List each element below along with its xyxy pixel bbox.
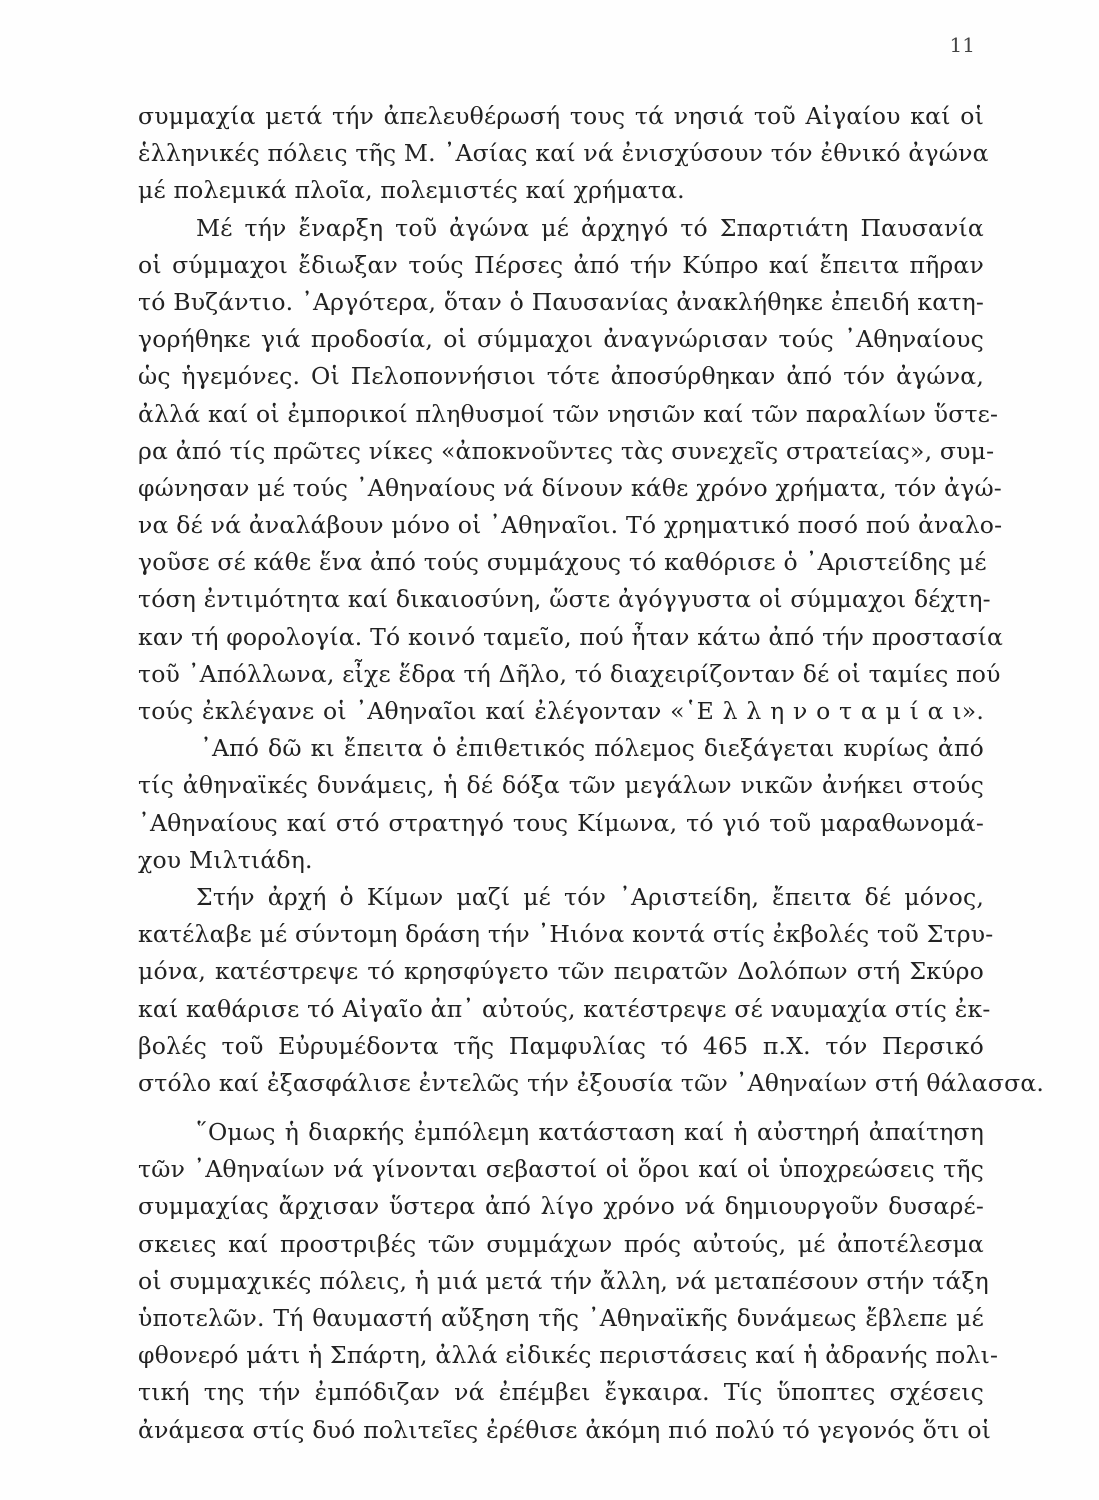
text-line: μέ πολεμικά πλοῖα, πολεμιστές καί χρήματα. bbox=[138, 176, 685, 205]
text-line: χου Μιλτιάδη. bbox=[138, 845, 313, 874]
text-line: σκειες καί προστριβές τῶν συμμάχων πρός αὐτούς, μέ ἀποτέλεσμα bbox=[138, 1229, 984, 1258]
text-line: μόνα, κατέστρεψε τό κρησφύγετο τῶν πειρατῶν Δολόπων στή Σκύρο bbox=[138, 957, 984, 986]
text-line: ἀνάμεσα στίς δυό πολιτεῖες ἐρέθισε ἀκόμη πιό πολύ τό γεγονός ὅτι οἱ bbox=[138, 1415, 992, 1444]
text-line: γοῦσε σέ κάθε ἕνα ἀπό τούς συμμάχους τό καθόρισε ὁ ᾿Αριστείδης μέ bbox=[138, 548, 987, 577]
text-line: τῶν ᾿Αθηναίων νά γίνονται σεβαστοί οἱ ὅροι καί οἱ ὑποχρεώσεις τῆς bbox=[138, 1155, 984, 1184]
text-line: ρα ἀπό τίς πρῶτες νίκες «ἀποκνοῦντες τὰς συνεχεῖς στρατείας», συμ- bbox=[138, 436, 995, 465]
text-line: γορήθηκε γιά προδοσία, οἱ σύμμαχοι ἀναγνώρισαν τούς ᾿Αθηναίους bbox=[138, 325, 984, 354]
paragraph-5 bbox=[138, 1114, 999, 1449]
paragraph-2 bbox=[138, 210, 1004, 731]
text-line: ἀλλά καί οἱ ἐμπορικοί πληθυσμοί τῶν νησιῶν καί τῶν παραλίων ὕστε- bbox=[138, 399, 999, 428]
text-line: ᾿Αθηναίους καί στό στρατηγό τους Κίμωνα, τό γιό τοῦ μαραθωνομά- bbox=[138, 808, 984, 837]
body-text bbox=[138, 98, 1045, 1449]
text-line: ὡς ἡγεμόνες. Οἱ Πελοποννήσιοι τότε ἀποσύρθηκαν ἀπό τόν ἀγώνα, bbox=[138, 362, 984, 391]
text-line: συμμαχίας ἄρχισαν ὕστερα ἀπό λίγο χρόνο νά δημιουργοῦν δυσαρέ- bbox=[138, 1192, 984, 1221]
text-line: ἑλληνικές πόλεις τῆς Μ. ᾿Ασίας καί νά ἐνισχύσουν τόν ἐθνικό ἀγώνα bbox=[138, 139, 989, 168]
text-line: στόλο καί ἐξασφάλισε ἐντελῶς τήν ἐξουσία τῶν ᾿Αθηναίων στή θάλασσα. bbox=[138, 1068, 1045, 1097]
text-line: τόση ἐντιμότητα καί δικαιοσύνη, ὥστε ἀγόγγυστα οἱ σύμμαχοι δέχτη- bbox=[138, 585, 991, 614]
text-line: φθονερό μάτι ἡ Σπάρτη, ἀλλά εἰδικές περιστάσεις καί ἡ ἀδρανής πολι- bbox=[138, 1341, 999, 1370]
text-line: τό Βυζάντιο. ᾿Αργότερα, ὅταν ὁ Παυσανίας ἀνακλήθηκε ἐπειδή κατη- bbox=[138, 287, 984, 316]
text-line: συμμαχία μετά τήν ἀπελευθέρωσή τους τά νησιά τοῦ Αἰγαίου καί οἱ bbox=[138, 102, 984, 130]
page-number: 11 bbox=[949, 33, 975, 57]
text-line: Μέ τήν ἔναρξη τοῦ ἀγώνα μέ ἀρχηγό τό Σπαρτιάτη Παυσανία bbox=[196, 213, 984, 242]
text-line: οἱ συμμαχικές πόλεις, ἡ μιά μετά τήν ἄλλη, νά μεταπέσουν στήν τάξη bbox=[138, 1266, 989, 1295]
text-line: φώνησαν μέ τούς ᾿Αθηναίους νά δίνουν κάθε χρόνο χρήματα, τόν ἀγώ- bbox=[138, 473, 1002, 502]
text-line: οἱ σύμμαχοι ἔδιωξαν τούς Πέρσες ἀπό τήν Κύπρο καί ἔπειτα πῆραν bbox=[138, 250, 984, 279]
paragraph-3 bbox=[138, 730, 984, 879]
text-line: ὑποτελῶν. Τή θαυμαστή αὔξηση τῆς ᾿Αθηναϊκῆς δυνάμεως ἔβλεπε μέ bbox=[138, 1304, 984, 1332]
text-line: τική της τήν ἐμπόδιζαν νά ἐπέμβει ἔγκαιρα. Τίς ὕποπτες σχέσεις bbox=[138, 1378, 984, 1407]
text-line: βολές τοῦ Εὐρυμέδοντα τῆς Παμφυλίας τό 465 π.Χ. τόν Περσικό bbox=[138, 1031, 984, 1060]
text-line: Στήν ἀρχή ὁ Κίμων μαζί μέ τόν ᾿Αριστείδη, ἔπειτα δέ μόνος, bbox=[196, 882, 984, 911]
text-line: ᾿Από δῶ κι ἔπειτα ὁ ἐπιθετικός πόλεμος διεξάγεται κυρίως ἀπό bbox=[200, 734, 984, 763]
text-line: τούς ἐκλέγανε οἱ ᾿Αθηναῖοι καί ἐλέγονταν «῾Ε λ λ η ν ο τ α μ ί α ι». bbox=[138, 697, 984, 725]
text-line: τοῦ ᾿Απόλλωνα, εἶχε ἕδρα τή Δῆλο, τό διαχειρίζονταν δέ οἱ ταμίες πού bbox=[138, 659, 1001, 688]
text-line: κατέλαβε μέ σύντομη δράση τήν ᾿Ηιόνα κοντά στίς ἐκβολές τοῦ Στρυ- bbox=[138, 920, 994, 949]
text-line: καν τή φορολογία. Τό κοινό ταμεῖο, πού ἦταν κάτω ἀπό τήν προστασία bbox=[138, 622, 1004, 651]
paragraph-1 bbox=[138, 98, 989, 210]
paragraph-4 bbox=[138, 879, 1045, 1102]
text-line: τίς ἀθηναϊκές δυνάμεις, ἡ δέ δόξα τῶν μεγάλων νικῶν ἀνήκει στούς bbox=[138, 771, 984, 800]
text-line: καί καθάρισε τό Αἰγαῖο ἀπ᾿ αὐτούς, κατέστρεψε σέ ναυμαχία στίς ἐκ- bbox=[138, 994, 991, 1023]
text-line: να δέ νά ἀναλάβουν μόνο οἱ ᾿Αθηναῖοι. Τό χρηματικό ποσό πού ἀναλο- bbox=[138, 511, 1003, 540]
text-line: ῞Ομως ἡ διαρκής ἐμπόλεμη κατάσταση καί ἡ αὐστηρή ἀπαίτηση bbox=[196, 1118, 984, 1147]
